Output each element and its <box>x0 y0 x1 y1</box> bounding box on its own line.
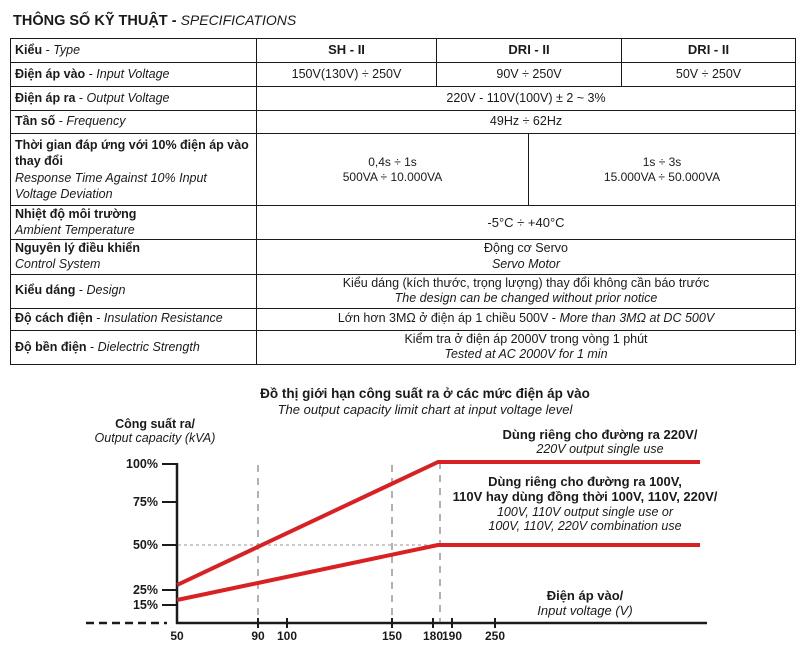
row-label-frequency: Tần số - Frequency <box>11 111 257 134</box>
table-row <box>11 330 796 364</box>
y-axis-label: Công suất ra/ Output capacity (kVA) <box>94 417 216 446</box>
title-separator: - <box>167 13 181 29</box>
table-row <box>11 240 796 274</box>
input-voltage-dri2-a: 90V ÷ 250V <box>437 63 622 87</box>
chart-title-en: The output capacity limit chart at input voltage level <box>277 402 573 417</box>
type-dri2-a: DRI - II <box>437 39 622 63</box>
row-label-ambient-temperature: Nhiệt độ môi trường Ambient Temperature <box>11 206 257 240</box>
y-tick-label-75: 75% <box>132 495 158 509</box>
page-title <box>13 12 296 29</box>
page-title-en: SPECIFICATIONS <box>180 12 297 28</box>
dielectric-strength-value: Kiểm tra ở điện áp 2000V trong vòng 1 phút Tested at AC 2000V for 1 min <box>257 330 796 364</box>
table-row <box>11 63 796 87</box>
x-axis-label: Điện áp vào/ Input voltage (V) <box>537 588 633 618</box>
row-label-control-system: Nguyên lý điều khiển Control System <box>11 240 257 274</box>
y-tick-label-15: 15% <box>132 598 158 612</box>
table-row <box>11 206 796 240</box>
frequency-value: 49Hz ÷ 62Hz <box>257 111 796 134</box>
type-dri2-b: DRI - II <box>622 39 796 63</box>
y-tick-label-50: 50% <box>132 538 158 552</box>
input-voltage-dri2-b: 50V ÷ 250V <box>622 63 796 87</box>
annotation-100v-110v-series: Dùng riêng cho đường ra 100V, 110V hay dùng đồng thời 100V, 110V, 220V/ 100V, 110V output single use or 100V, 110V, 220V combination use <box>452 474 718 534</box>
row-label-dielectric-strength: Độ bền điện - Dielectric Strength <box>11 330 257 364</box>
x-tick-label-190: 190 <box>441 629 463 643</box>
row-label-response-time: Thời gian đáp ứng với 10% điện áp vào thay đổi Response Time Against 10% Input Voltage Deviation <box>11 134 257 206</box>
chart-title-vn: Đồ thị giới hạn công suất ra ở các mức điện áp vào <box>260 386 590 401</box>
design-value: Kiểu dáng (kích thước, trọng lượng) thay đổi không cần báo trước The design can be changed without prior notice <box>257 274 796 308</box>
annotation-220v-series: Dùng riêng cho đường ra 220V/ 220V output single use <box>502 427 698 457</box>
x-tick-label-50: 50 <box>170 629 184 643</box>
x-tick-label-250: 250 <box>484 629 506 643</box>
insulation-resistance-value: Lớn hơn 3MΩ ở điện áp 1 chiều 500V - More than 3MΩ at DC 500V <box>257 308 796 330</box>
row-label-insulation-resistance: Độ cách điện - Insulation Resistance <box>11 308 257 330</box>
table-row <box>11 308 796 330</box>
table-row <box>11 87 796 111</box>
input-voltage-sh2: 150V(130V) ÷ 250V <box>257 63 437 87</box>
y-tick-label-100: 100% <box>126 457 158 471</box>
table-row <box>11 39 796 63</box>
row-label-input-voltage: Điện áp vào - Input Voltage <box>11 63 257 87</box>
table-row <box>11 134 796 206</box>
output-voltage-value: 220V - 110V(100V) ± 2 ~ 3% <box>257 87 796 111</box>
table-row <box>11 111 796 134</box>
y-tick-label-25: 25% <box>132 583 158 597</box>
ambient-temperature-value: -5°C ÷ +40°C <box>257 206 796 240</box>
x-tick-label-100: 100 <box>276 629 298 643</box>
row-label-output-voltage: Điện áp ra - Output Voltage <box>11 87 257 111</box>
x-tick-label-150: 150 <box>381 629 403 643</box>
response-time-large-units: 1s ÷ 3s 15.000VA ÷ 50.000VA <box>529 134 796 206</box>
row-label-design: Kiểu dáng - Design <box>11 274 257 308</box>
type-sh2: SH - II <box>257 39 437 63</box>
page-title-vn: THÔNG SỐ KỸ THUẬT <box>13 13 168 29</box>
response-time-small-units: 0,4s ÷ 1s 500VA ÷ 10.000VA <box>257 134 529 206</box>
row-label-type: Kiểu - Type <box>11 39 257 63</box>
table-row <box>11 274 796 308</box>
x-tick-label-90: 90 <box>251 629 265 643</box>
x-tick-label-180: 180 <box>422 629 444 643</box>
specifications-table <box>10 38 796 365</box>
control-system-value: Động cơ Servo Servo Motor <box>257 240 796 274</box>
